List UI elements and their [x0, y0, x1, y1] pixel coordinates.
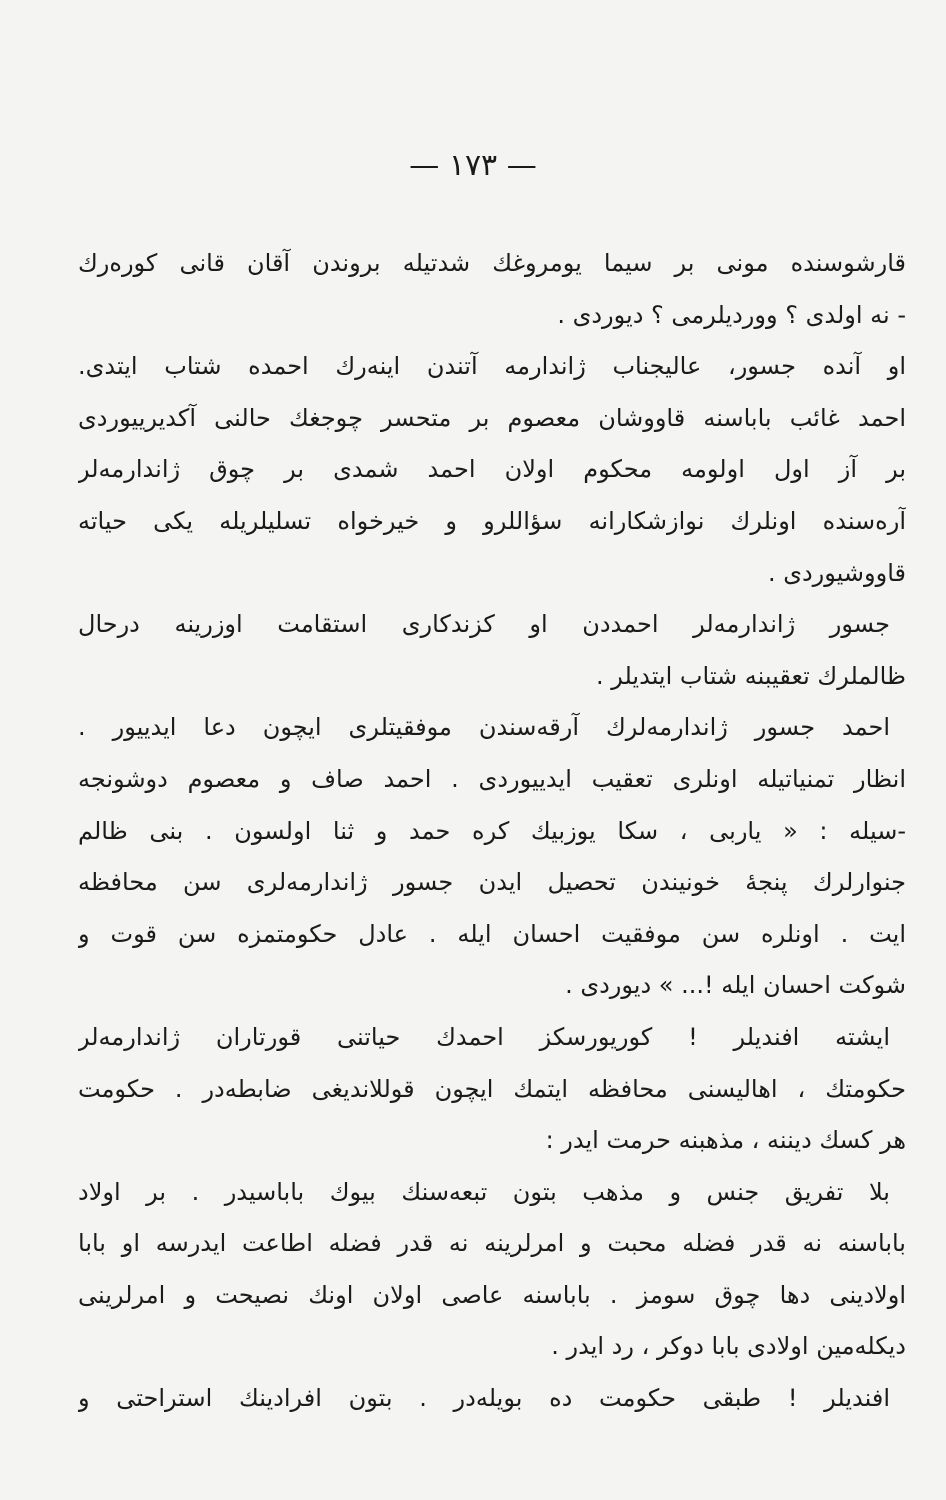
text-line: اولادینی دها چوق سومز . باباسنه عاصی اولان اونك نصیحت و امرلرینی — [78, 1280, 906, 1309]
text-line: باباسنه نه قدر فضله محبت و امرلرینه نه قدر فضله اطاعت ایدرسه او بابا — [78, 1229, 906, 1258]
text-line: ظالملرك تعقیبنه شتاب ایتدیلر . — [595, 661, 906, 690]
text-line: حكومتك ، اهالیسنی محافظه ایتمك ایچون قوللاندیغی ضابطه‌در . حكومت — [78, 1074, 906, 1103]
text-line: جنوارلرك پنجهٔ خونیندن تحصیل ایدن جسور ژاندارمه‌لری سن محافظه — [78, 868, 906, 897]
text-line: قارشوسنده مونی بر سیما یومروغك شدتیله بروندن آقان قانی كوره‌رك — [78, 249, 906, 277]
text-line: ایت . اونلره سن موفقیت احسان ایله . عادل حكومتمزه سن قوت و — [78, 919, 906, 948]
text-line: - نه اولدی ؟ ووردیلرمی ؟ دیوردی . — [557, 300, 906, 329]
text-line: دیكله‌مین اولادی بابا دوكر ، رد ایدر . — [551, 1332, 906, 1361]
text-line: احمد غائب باباسنه قاووشان معصوم بر متحسر چوجغك حالنی آكدیرییوردی — [78, 403, 906, 432]
page-text — [78, 238, 906, 1425]
text-line: قاووشیوردی . — [767, 558, 906, 587]
text-line: او آنده جسور، عالیجناب ژاندارمه آتندن اینه‌رك احمده شتاب ایتدی. — [78, 352, 906, 381]
text-line: هر كسك دیننه ، مذهبنه حرمت ایدر : — [545, 1126, 906, 1155]
text-line: جسور ژاندارمه‌لر احمددن او كزندكاری استقامت اوزرینه درحال — [78, 610, 890, 639]
page-number: — ۱۷۳ — — [409, 148, 537, 183]
text-line: انظار تمنیاتیله اونلری تعقیب ایدییوردی . احمد صاف و معصوم دوشونجه‌ — [78, 764, 906, 793]
text-line: شوكت احسان ایله !... » دیوردی . — [565, 971, 906, 1000]
text-line: آره‌سنده اونلرك نوازشكارانه سؤاللرو و خیرخواه تسلیلریله یكی حیاته — [78, 506, 906, 535]
text-line: بلا تفریق جنس و مذهب بتون تبعه‌سنك بیوك باباسیدر . بر اولاد — [78, 1177, 890, 1206]
text-line: ایشته افندیلر ! كوریورسكز احمدك حیاتنی قورتاران ژاندارمه‌لر — [78, 1022, 890, 1051]
text-line: -سیله : « یاربی ، سكا یوزبیك كره حمد و ثنا اولسون . بنی ظالم — [78, 816, 906, 845]
text-line: بر آز اول اولومه محكوم اولان احمد شمدی بر چوق ژاندارمه‌لر — [78, 455, 906, 484]
text-line: احمد جسور ژاندارمه‌لرك آرقه‌سندن موفقیتلری ایچون دعا ایدییور . — [78, 713, 890, 742]
text-line: افندیلر ! طبقی حكومت ده بویله‌در . بتون افرادینك استراحتی و — [78, 1384, 890, 1413]
